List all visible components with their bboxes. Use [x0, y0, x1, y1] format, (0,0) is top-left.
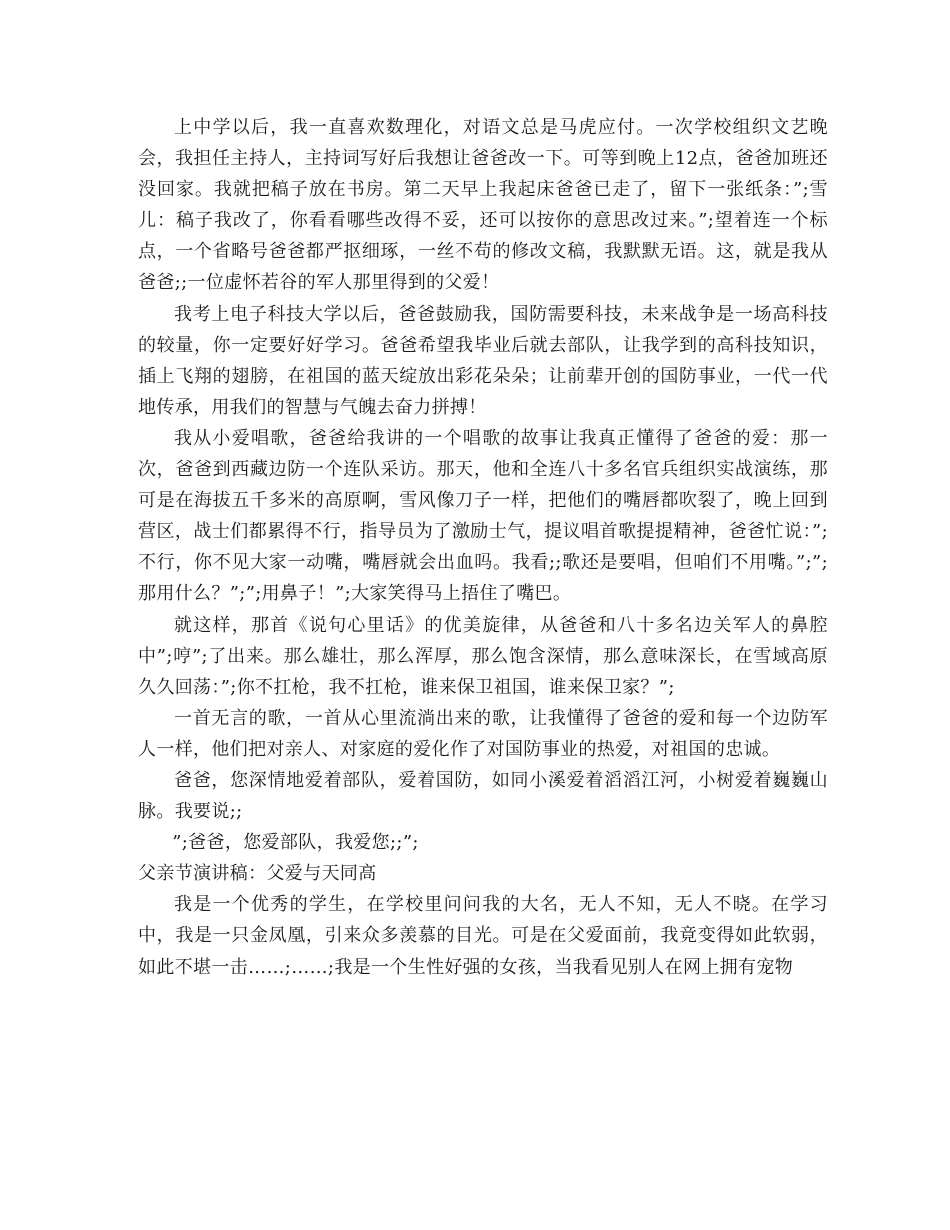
section-heading: 父亲节演讲稿：父爱与天同高: [138, 863, 377, 885]
paragraph-4: 就这样，那首《说句心里话》的优美旋律，从爸爸和八十多名边关军人的鼻腔中”;哼”;了出来。那么雄壮，那么浑厚，那么饱含深情，那么意味深长，在雪域高原久久回荡：”;你不扛枪，我不扛枪，谁来保卫祖国，谁来保卫家？”;: [138, 614, 828, 698]
paragraph-1: 上中学以后，我一直喜欢数理化，对语文总是马虎应付。一次学校组织文艺晚会，我担任主持人，主持词写好后我想让爸爸改一下。可等到晚上12点，爸爸加班还没回家。我就把稿子放在书房。第二天早上我起床爸爸已走了，留下一张纸条：”;雪儿：稿子我改了，你看看哪些改得不妥，还可以按你的意思改过来。”;望着连一个标点，一个省略号爸爸都严抠细琢，一丝不苟的修改文稿，我默默无语。这，就是我从爸爸;;一位虚怀若谷的军人那里得到的父爱！: [138, 117, 828, 294]
document-body: [138, 112, 828, 983]
paragraph-5: 一首无言的歌，一首从心里流淌出来的歌，让我懂得了爸爸的爱和每一个边防军人一样，他们把对亲人、对家庭的爱化作了对国防事业的热爱，对祖国的忠诚。: [138, 707, 828, 760]
paragraph-6: 爸爸，您深情地爱着部队，爱着国防，如同小溪爱着滔滔江河，小树爱着巍巍山脉。我要说;;: [138, 769, 828, 823]
paragraph-3: 我从小爱唱歌，爸爸给我讲的一个唱歌的故事让我真正懂得了爸爸的爱：那一次，爸爸到西藏边防一个连队采访。那天，他和全连八十多名官兵组织实战演练，那可是在海拔五千多米的高原啊，雪风像刀子一样，把他们的嘴唇都吹裂了，晚上回到营区，战士们都累得不行，指导员为了激励士气，提议唱首歌提提精神，爸爸忙说：”;不行，你不见大家一动嘴，嘴唇就会出血吗。我看;;歌还是要唱，但咱们不用嘴。”;”;那用什么？”;”;用鼻子！”;大家笑得马上捂住了嘴巴。: [138, 427, 828, 605]
paragraph-2: 我考上电子科技大学以后，爸爸鼓励我，国防需要科技，未来战争是一场高科技的较量，你一定要好好学习。爸爸希望我毕业后就去部队，让我学到的高科技知识，插上飞翔的翅膀，在祖国的蓝天绽放出彩花朵朵；让前辈开创的国防事业，一代一代地传承，用我们的智慧与气魄去奋力拼搏！: [138, 303, 828, 418]
paragraph-8: 我是一个优秀的学生，在学校里问问我的大名，无人不知，无人不晓。在学习中，我是一只金凤凰，引来众多羡慕的目光。可是在父爱面前，我竟变得如此软弱，如此不堪一击……;……;我是一个生性好强的女孩，当我看见别人在网上拥有宠物: [138, 894, 828, 978]
paragraph-7: ”;爸爸，您爱部队，我爱您;;”;: [172, 832, 419, 854]
